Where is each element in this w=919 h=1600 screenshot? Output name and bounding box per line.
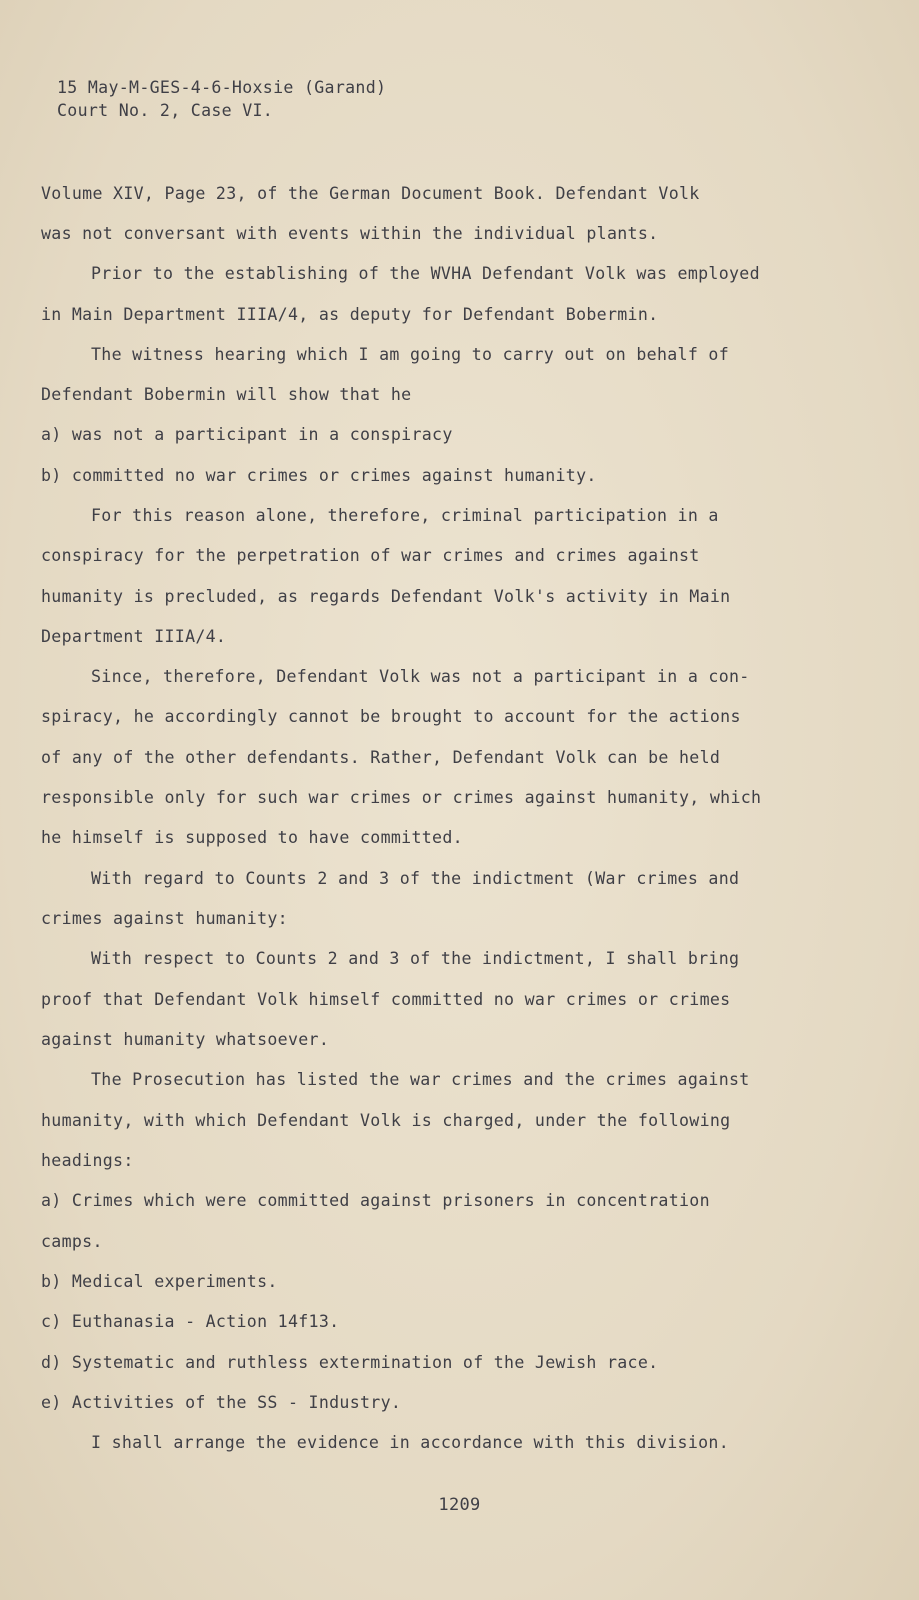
body-line: I shall arrange the evidence in accordance with this division.: [91, 1433, 729, 1452]
body-line: headings:: [41, 1151, 134, 1170]
header-line-1: 15 May-M-GES-4-6-Hoxsie (Garand): [57, 78, 387, 97]
body-line: proof that Defendant Volk himself committed no war crimes or crimes: [41, 990, 731, 1009]
body-line: a) was not a participant in a conspiracy: [41, 425, 453, 444]
body-line: conspiracy for the perpetration of war crimes and crimes against: [41, 546, 700, 565]
body-line: of any of the other defendants. Rather, Defendant Volk can be held: [41, 748, 721, 767]
body-line: crimes against humanity:: [41, 909, 288, 928]
body-line: The Prosecution has listed the war crimes and the crimes against: [91, 1070, 750, 1089]
body-line: humanity, with which Defendant Volk is charged, under the following: [41, 1111, 731, 1130]
body-line: Defendant Bobermin will show that he: [41, 385, 412, 404]
body-line: e) Activities of the SS - Industry.: [41, 1393, 402, 1412]
body-line: in Main Department IIIA/4, as deputy for Defendant Bobermin.: [41, 305, 659, 324]
body-line: a) Crimes which were committed against prisoners in concentration: [41, 1191, 710, 1210]
body-line: Volume XIV, Page 23, of the German Document Book. Defendant Volk: [41, 184, 700, 203]
body-line: The witness hearing which I am going to carry out on behalf of: [91, 345, 729, 364]
body-line: Since, therefore, Defendant Volk was not a participant in a con-: [91, 667, 750, 686]
body-line: against humanity whatsoever.: [41, 1030, 330, 1049]
body-line: Department IIIA/4.: [41, 627, 227, 646]
body-line: b) Medical experiments.: [41, 1272, 278, 1291]
body-line: With respect to Counts 2 and 3 of the indictment, I shall bring: [91, 949, 740, 968]
body-line: b) committed no war crimes or crimes against humanity.: [41, 466, 597, 485]
body-line: d) Systematic and ruthless extermination of the Jewish race.: [41, 1353, 659, 1372]
body-line: humanity is precluded, as regards Defendant Volk's activity in Main: [41, 587, 731, 606]
page-number: 1209: [438, 1495, 481, 1515]
body-line: Prior to the establishing of the WVHA Defendant Volk was employed: [91, 264, 760, 283]
body-line: With regard to Counts 2 and 3 of the indictment (War crimes and: [91, 869, 740, 888]
body-line: he himself is supposed to have committed.: [41, 828, 463, 847]
body-line: spiracy, he accordingly cannot be brought to account for the actions: [41, 707, 741, 726]
body-line: camps.: [41, 1232, 103, 1251]
body-line: c) Euthanasia - Action 14f13.: [41, 1312, 340, 1331]
body-line: was not conversant with events within the individual plants.: [41, 224, 659, 243]
header-line-2: Court No. 2, Case VI.: [57, 101, 274, 120]
body-line: responsible only for such war crimes or crimes against humanity, which: [41, 788, 762, 807]
body-line: For this reason alone, therefore, criminal participation in a: [91, 506, 719, 525]
